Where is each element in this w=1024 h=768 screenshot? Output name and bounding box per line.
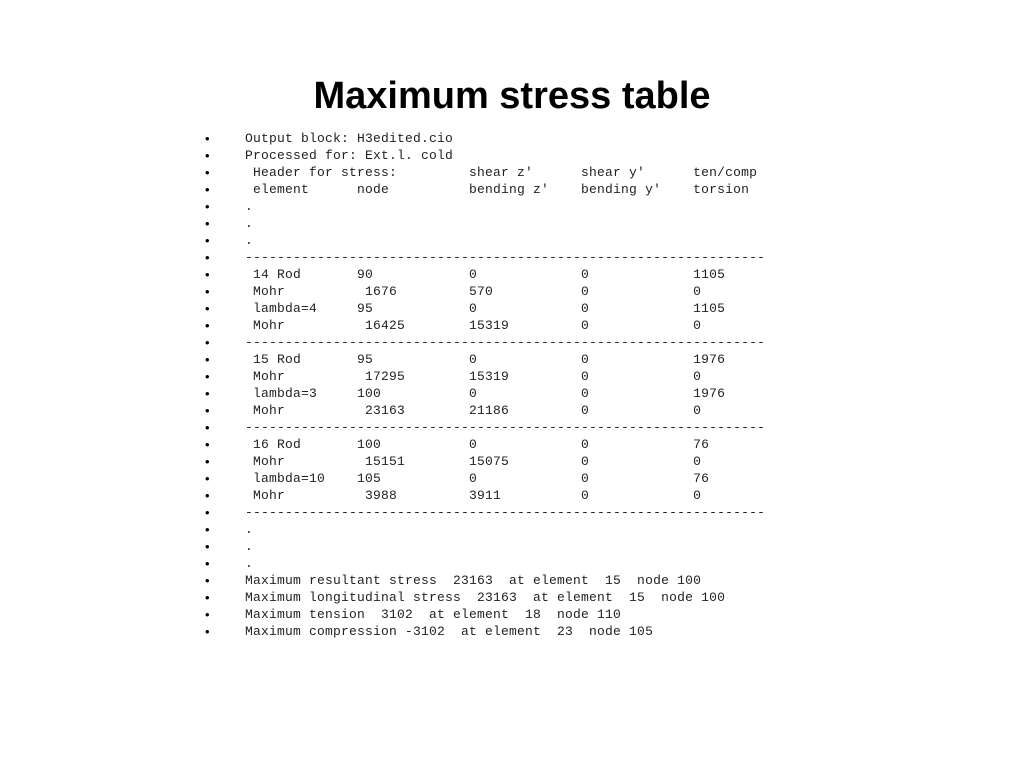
bullet-item <box>205 402 765 419</box>
bullet-text: 14 Rod 90 0 0 1105 <box>245 267 726 282</box>
bullet-dot-icon: • <box>205 488 210 503</box>
bullet-text: Header for stress: shear z' shear y' ten/comp <box>245 165 758 180</box>
bullet-item <box>205 419 765 436</box>
bullet-dot-icon: • <box>205 199 210 214</box>
bullet-item <box>205 317 765 334</box>
bullet-text: ----------------------------------------------------------------- <box>245 250 766 265</box>
bullet-text: Maximum resultant stress 23163 at element 15 node 100 <box>245 573 702 588</box>
bullet-dot-icon: • <box>205 403 210 418</box>
bullet-dot-icon: • <box>205 165 210 180</box>
bullet-text: lambda=4 95 0 0 1105 <box>245 301 726 316</box>
bullet-dot-icon: • <box>205 284 210 299</box>
bullet-text: Maximum longitudinal stress 23163 at element 15 node 100 <box>245 590 726 605</box>
bullet-dot-icon: • <box>205 267 210 282</box>
bullet-text: lambda=10 105 0 0 76 <box>245 471 710 486</box>
bullet-dot-icon: • <box>205 624 210 639</box>
bullet-item <box>205 589 765 606</box>
bullet-item <box>205 300 765 317</box>
bullet-item <box>205 453 765 470</box>
bullet-item <box>205 623 765 640</box>
bullet-item <box>205 130 765 147</box>
bullet-dot-icon: • <box>205 386 210 401</box>
bullet-dot-icon: • <box>205 420 210 435</box>
bullet-text: . <box>245 522 254 537</box>
bullet-item <box>205 504 765 521</box>
bullet-item <box>205 572 765 589</box>
bullet-text: ----------------------------------------------------------------- <box>245 335 766 350</box>
bullet-text: Mohr 23163 21186 0 0 <box>245 403 702 418</box>
bullet-text: Output block: H3edited.cio <box>245 131 454 146</box>
bullet-dot-icon: • <box>205 148 210 163</box>
bullet-item <box>205 487 765 504</box>
bullet-dot-icon: • <box>205 539 210 554</box>
bullet-text: lambda=3 100 0 0 1976 <box>245 386 726 401</box>
bullet-item <box>205 198 765 215</box>
bullet-dot-icon: • <box>205 505 210 520</box>
bullet-text: Mohr 16425 15319 0 0 <box>245 318 702 333</box>
bullet-item <box>205 232 765 249</box>
bullet-item <box>205 351 765 368</box>
bullet-item <box>205 521 765 538</box>
bullet-dot-icon: • <box>205 250 210 265</box>
bullet-dot-icon: • <box>205 335 210 350</box>
bullet-text: Maximum compression -3102 at element 23 node 105 <box>245 624 654 639</box>
bullet-text: . <box>245 216 254 231</box>
bullet-dot-icon: • <box>205 182 210 197</box>
bullet-dot-icon: • <box>205 352 210 367</box>
bullet-text: Mohr 17295 15319 0 0 <box>245 369 702 384</box>
bullet-list <box>205 130 765 640</box>
bullet-text: . <box>245 556 254 571</box>
bullet-dot-icon: • <box>205 131 210 146</box>
bullet-dot-icon: • <box>205 318 210 333</box>
bullet-item <box>205 181 765 198</box>
bullet-dot-icon: • <box>205 471 210 486</box>
bullet-text: Maximum tension 3102 at element 18 node 110 <box>245 607 622 622</box>
bullet-dot-icon: • <box>205 369 210 384</box>
bullet-text: 16 Rod 100 0 0 76 <box>245 437 710 452</box>
bullet-dot-icon: • <box>205 590 210 605</box>
bullet-item <box>205 470 765 487</box>
slide-title: Maximum stress table <box>313 75 711 117</box>
bullet-dot-icon: • <box>205 556 210 571</box>
bullet-text: Mohr 1676 570 0 0 <box>245 284 702 299</box>
bullet-dot-icon: • <box>205 233 210 248</box>
bullet-text: Mohr 15151 15075 0 0 <box>245 454 702 469</box>
bullet-item <box>205 555 765 572</box>
bullet-item <box>205 266 765 283</box>
bullet-dot-icon: • <box>205 573 210 588</box>
bullet-item <box>205 538 765 555</box>
bullet-text: element node bending z' bending y' torsion <box>245 182 750 197</box>
bullet-text: 15 Rod 95 0 0 1976 <box>245 352 726 367</box>
bullet-item <box>205 147 765 164</box>
bullet-text: . <box>245 233 254 248</box>
bullet-dot-icon: • <box>205 301 210 316</box>
bullet-item <box>205 334 765 351</box>
bullet-dot-icon: • <box>205 607 210 622</box>
bullet-text: Mohr 3988 3911 0 0 <box>245 488 702 503</box>
bullet-dot-icon: • <box>205 522 210 537</box>
bullet-text: ----------------------------------------------------------------- <box>245 505 766 520</box>
bullet-dot-icon: • <box>205 216 210 231</box>
bullet-text: . <box>245 199 254 214</box>
bullet-item <box>205 215 765 232</box>
bullet-text: . <box>245 539 254 554</box>
bullet-item <box>205 606 765 623</box>
bullet-text: Processed for: Ext.l. cold <box>245 148 454 163</box>
bullet-item <box>205 249 765 266</box>
bullet-item <box>205 164 765 181</box>
bullet-text: ----------------------------------------------------------------- <box>245 420 766 435</box>
bullet-dot-icon: • <box>205 454 210 469</box>
bullet-dot-icon: • <box>205 437 210 452</box>
bullet-item <box>205 368 765 385</box>
bullet-item <box>205 283 765 300</box>
bullet-item <box>205 436 765 453</box>
bullet-item <box>205 385 765 402</box>
